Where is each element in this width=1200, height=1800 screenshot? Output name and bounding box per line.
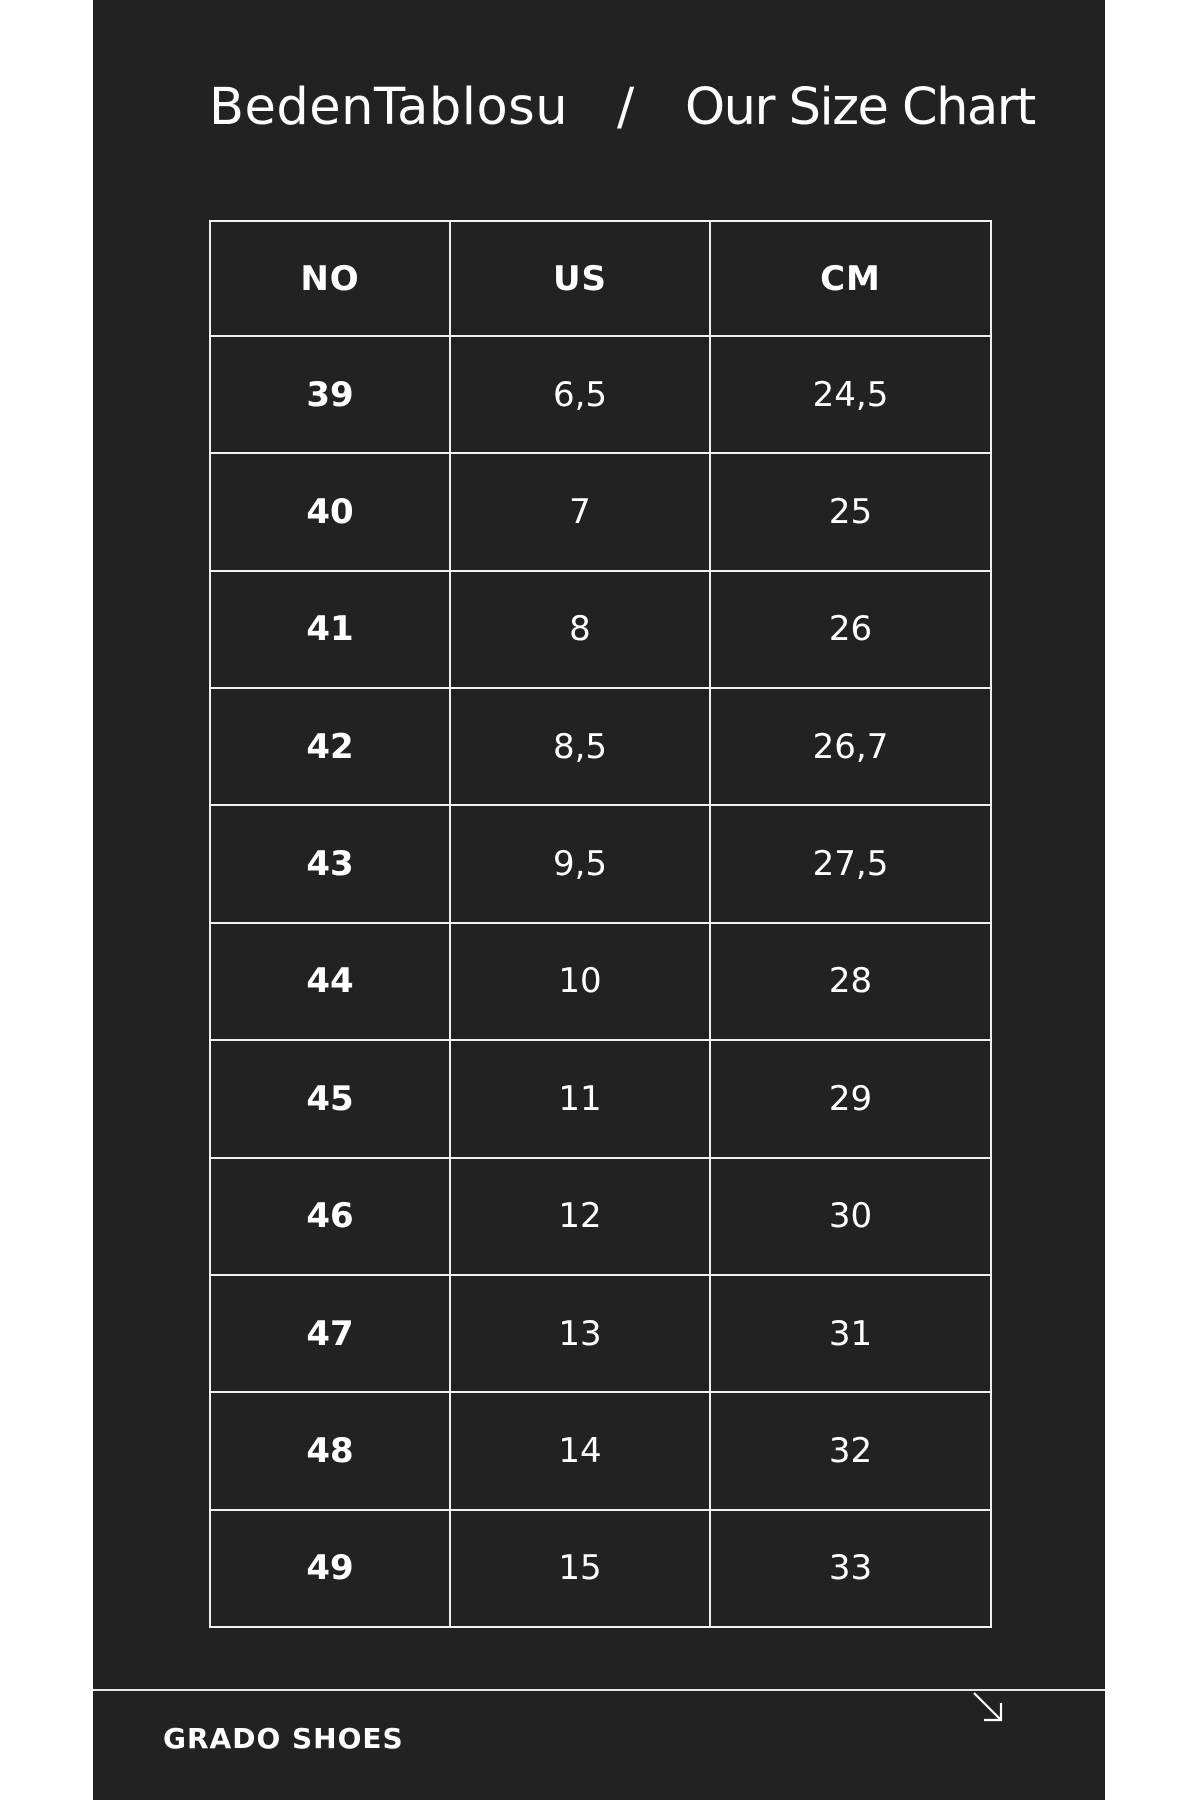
cell-no: 42: [210, 688, 450, 805]
table-row: [210, 336, 991, 453]
cell-cm: 28: [710, 923, 991, 1040]
cell-cm: 25: [710, 453, 991, 570]
cell-cm: 30: [710, 1158, 991, 1275]
cell-cm: 32: [710, 1392, 991, 1509]
table-row: [210, 1510, 991, 1627]
cell-no: 47: [210, 1275, 450, 1392]
cell-us: 9,5: [450, 805, 710, 922]
cell-cm: 29: [710, 1040, 991, 1157]
cell-no: 44: [210, 923, 450, 1040]
table-row: [210, 688, 991, 805]
cell-no: 39: [210, 336, 450, 453]
cell-us: 8: [450, 571, 710, 688]
table-row: [210, 571, 991, 688]
page-title: [93, 78, 1105, 148]
size-chart-panel: [93, 0, 1105, 1800]
cell-no: 40: [210, 453, 450, 570]
cell-us: 6,5: [450, 336, 710, 453]
title-separator: /: [617, 78, 635, 137]
cell-cm: 24,5: [710, 336, 991, 453]
cell-cm: 26: [710, 571, 991, 688]
cell-us: 12: [450, 1158, 710, 1275]
table-row: [210, 923, 991, 1040]
title-english: Our Size Chart: [685, 78, 1035, 137]
title-turkish: BedenTablosu: [209, 78, 569, 137]
footer-divider: [93, 1689, 1105, 1691]
cell-no: 43: [210, 805, 450, 922]
cell-cm: 26,7: [710, 688, 991, 805]
table-body: [210, 336, 991, 1627]
cell-us: 14: [450, 1392, 710, 1509]
column-header-cm: CM: [710, 221, 991, 336]
table-row: [210, 1040, 991, 1157]
size-table: [209, 220, 992, 1628]
cell-us: 15: [450, 1510, 710, 1627]
cell-no: 41: [210, 571, 450, 688]
column-header-no: NO: [210, 221, 450, 336]
cell-no: 49: [210, 1510, 450, 1627]
cell-us: 13: [450, 1275, 710, 1392]
cell-cm: 33: [710, 1510, 991, 1627]
cell-us: 10: [450, 923, 710, 1040]
column-header-us: US: [450, 221, 710, 336]
table-row: [210, 1158, 991, 1275]
brand-name: GRADO SHOES: [163, 1722, 404, 1755]
table-row: [210, 1275, 991, 1392]
arrow-down-right-icon: [971, 1690, 1005, 1724]
cell-us: 7: [450, 453, 710, 570]
cell-cm: 27,5: [710, 805, 991, 922]
table-row: [210, 453, 991, 570]
cell-no: 48: [210, 1392, 450, 1509]
cell-cm: 31: [710, 1275, 991, 1392]
cell-no: 45: [210, 1040, 450, 1157]
table-row: [210, 805, 991, 922]
cell-us: 11: [450, 1040, 710, 1157]
table-header-row: [210, 221, 991, 336]
table-row: [210, 1392, 991, 1509]
cell-no: 46: [210, 1158, 450, 1275]
cell-us: 8,5: [450, 688, 710, 805]
